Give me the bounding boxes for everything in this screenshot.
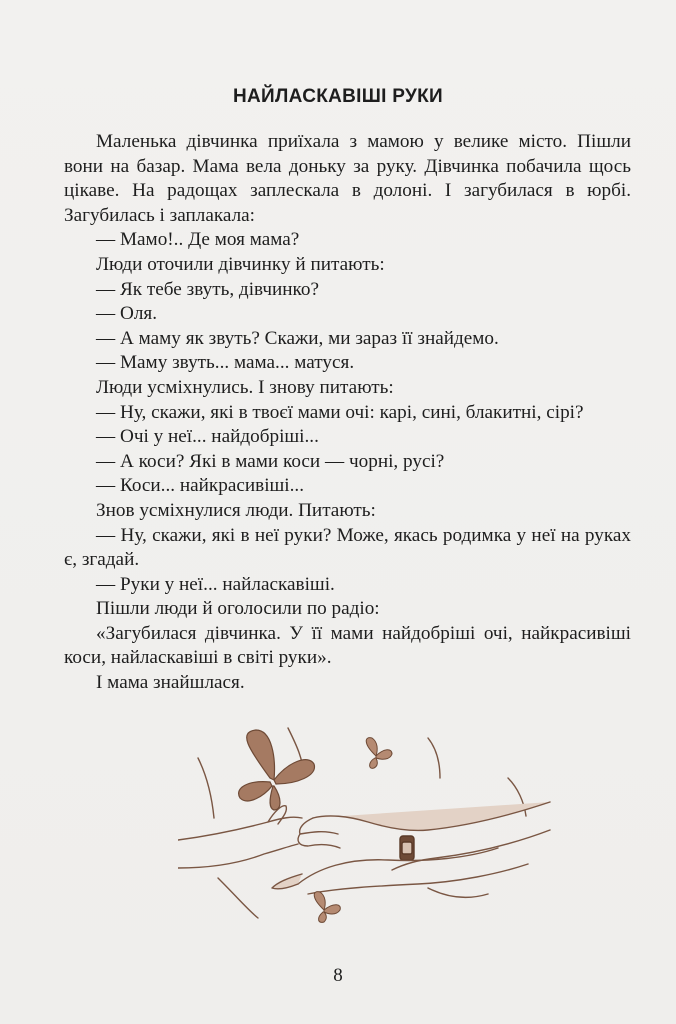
- hands-illustration: [178, 718, 558, 936]
- paragraph: Знов усміхнулися люди. Питають:: [96, 499, 376, 521]
- paragraph: Люди оточили дівчинку й питають:: [96, 253, 385, 275]
- page-number: 8: [333, 965, 343, 986]
- paragraph: Маленька дівчинка приїхала з мамою у велике місто. Пішли вони на базар. Мама вела доньку за руку. Дівчинка побачила щось цікаве. На радощах заплескала в долоні. І загубилася в юрбі. Загубилась і заплакала:: [64, 131, 631, 226]
- story-title: НАЙЛАСКАВІШІ РУКИ: [233, 86, 443, 107]
- paragraph: — Очі у неї... найдобріші...: [96, 426, 319, 448]
- paragraph: — Руки у неї... найласкавіші.: [96, 573, 335, 595]
- paragraph: — Маму звуть... мама... матуся.: [96, 352, 355, 374]
- paragraph: — Оля.: [96, 303, 158, 325]
- paragraph: — А маму як звуть? Скажи, ми зараз її знайдемо.: [96, 327, 499, 349]
- paragraph: — Коси... найкрасивіші...: [96, 475, 305, 497]
- paragraph: — Ну, скажи, які в неї руки? Може, якась родимка у неї на руках є, згадай.: [64, 524, 631, 571]
- paragraph: Пішли люди й оголосили по радіо:: [96, 598, 380, 620]
- paragraph: Люди усміхнулись. І знову питають:: [96, 376, 394, 398]
- paragraph: І мама знайшлася.: [96, 672, 245, 694]
- paragraph: — Ну, скажи, які в твоєї мами очі: карі, сині, блакитні, сірі?: [96, 401, 584, 423]
- paragraph: «Загубилася дівчинка. У її мами найдобріші очі, найкрасивіші коси, найласкавіші в світі руки».: [64, 622, 631, 669]
- story-text: [64, 130, 631, 696]
- paragraph: — Мамо!.. Де моя мама?: [96, 229, 300, 251]
- paragraph: — Як тебе звуть, дівчинко?: [96, 278, 319, 300]
- paragraph: — А коси? Які в мами коси — чорні, русі?: [96, 450, 445, 472]
